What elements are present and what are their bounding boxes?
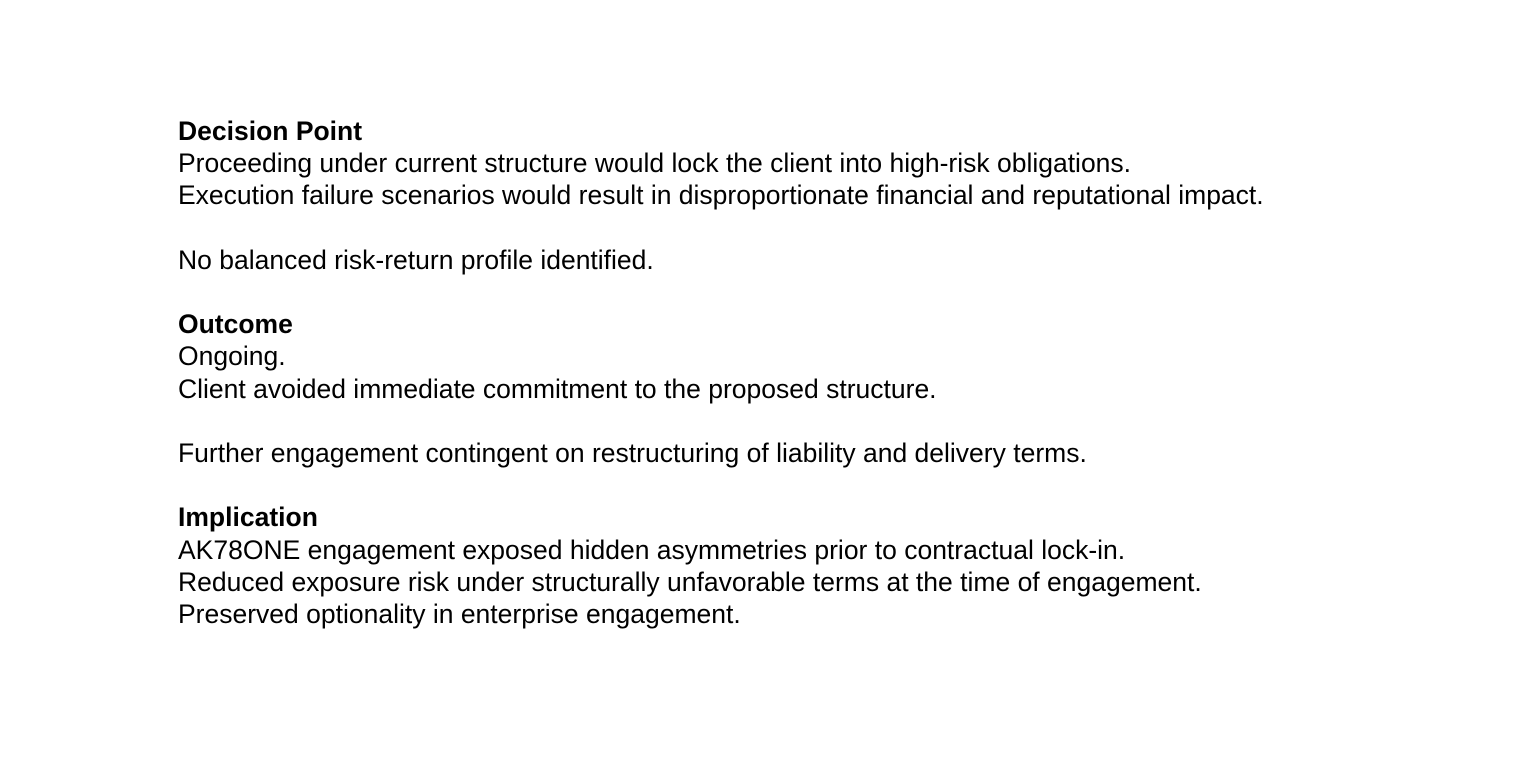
decision-point-note: No balanced risk-return profile identified. [178,244,654,275]
outcome-line-2: Client avoided immediate commitment to the proposed structure. [178,373,937,404]
outcome-line-1: Ongoing. [178,341,286,372]
spacer [178,276,1478,308]
outcome-note: Further engagement contingent on restructuring of liability and delivery terms. [178,437,1087,468]
implication-line-1: AK78ONE engagement exposed hidden asymmetries prior to contractual lock-in. [178,534,1126,565]
document-body [178,115,1478,630]
decision-point-line-1: Proceeding under current structure would lock the client into high-risk obligations. [178,148,1132,179]
implication-line-2: Reduced exposure risk under structurally unfavorable terms at the time of engagement. [178,566,1202,597]
section-heading-decision-point: Decision Point [178,116,363,146]
spacer [178,469,1478,501]
section-heading-outcome: Outcome [178,309,293,340]
section-heading-implication: Implication [178,502,318,533]
spacer [178,405,1478,437]
spacer [178,212,1478,244]
decision-point-line-2: Execution failure scenarios would result in disproportionate financial and reputational impact. [178,180,1264,211]
implication-line-3: Preserved optionality in enterprise engagement. [178,598,741,629]
